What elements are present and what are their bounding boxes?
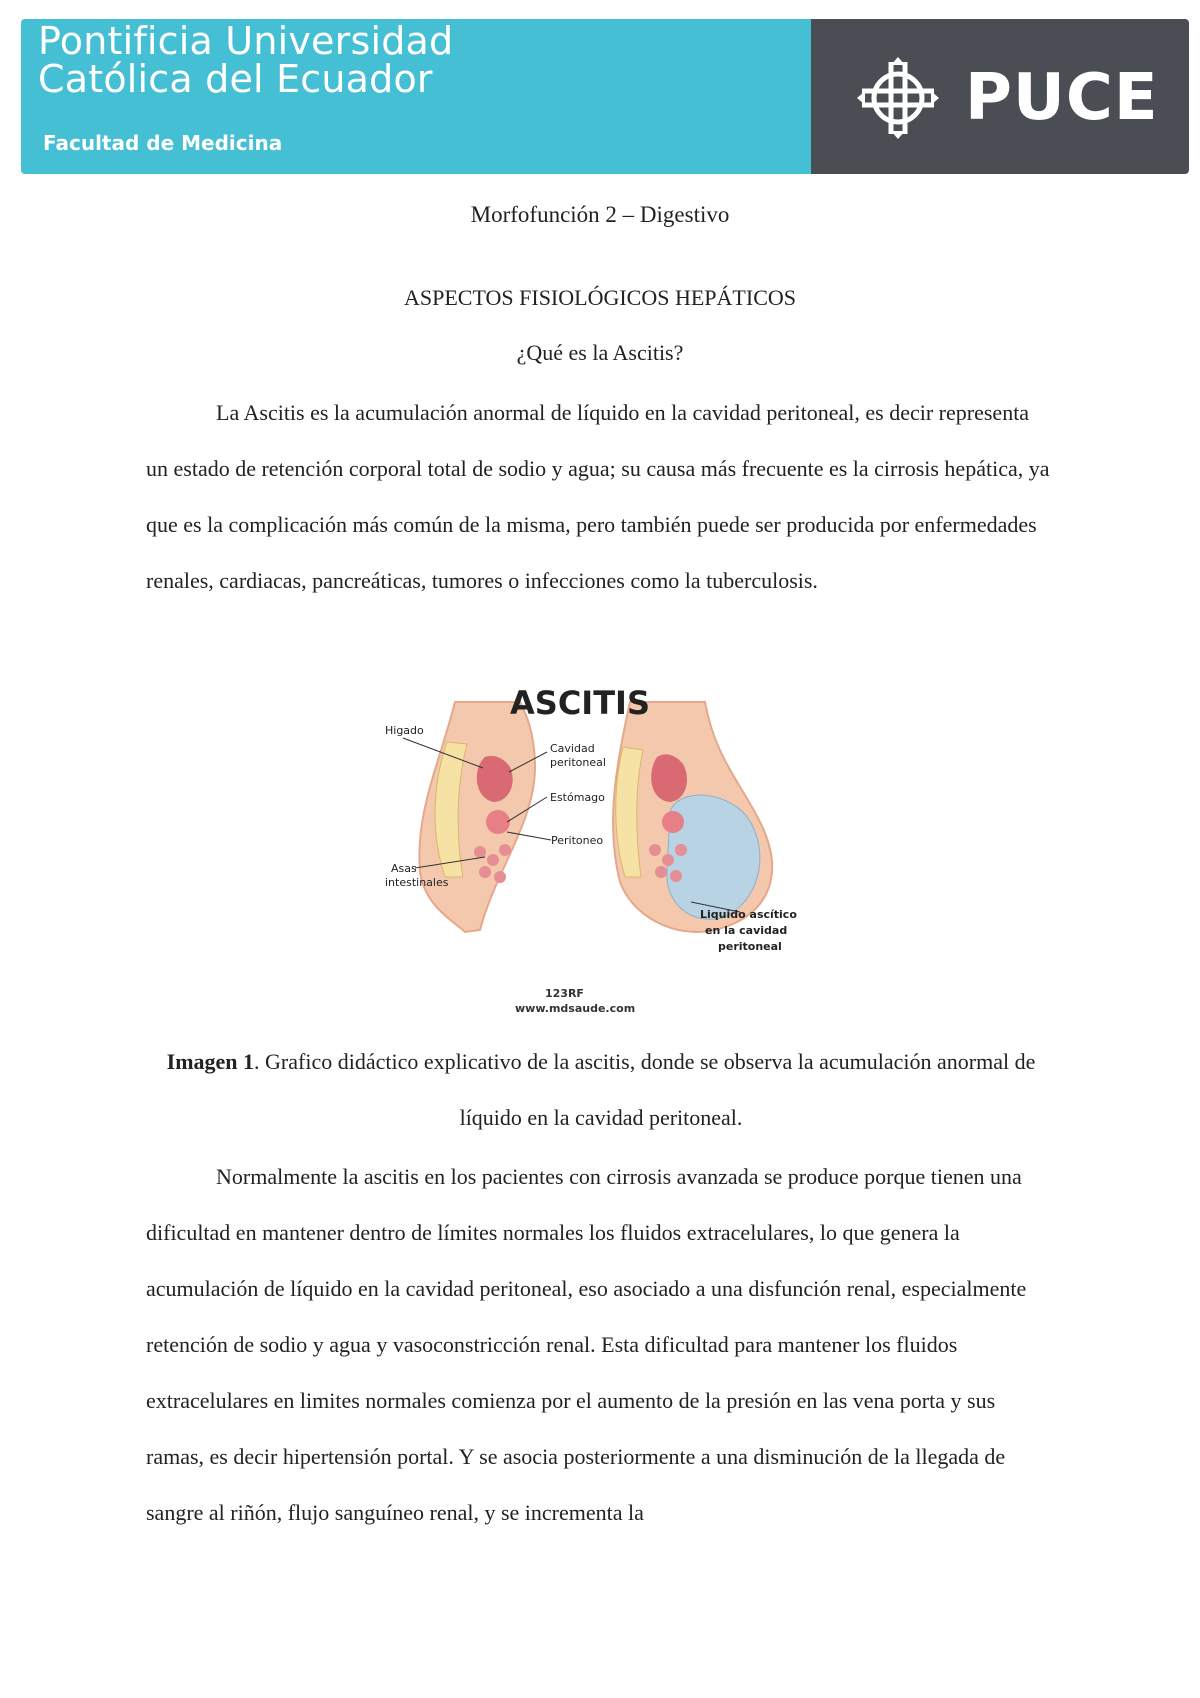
caption-text: . Grafico didáctico explicativo de la ascitis, donde se observa la acumulación anormal de líquido en la cavidad peritoneal.: [254, 1049, 1036, 1130]
university-name-line2: Católica del Ecuador: [38, 57, 433, 101]
label-asas-line2: intestinales: [385, 876, 449, 889]
paragraph-2: Normalmente la ascitis en los pacientes con cirrosis avanzada se produce porque tienen una dificultad en mantener dentro de límites normales los fluidos extracelulares, lo que genera la acumulación de líquido en la cavidad peritoneal, eso asociado a una disfunción renal, especialmente retención de sodio y agua y vasoconstricción renal. Esta dificultad para mantener los fluidos extracelulares en limites normales comienza por el aumento de la presión en las vena porta y sus ramas, es decir hipertensión portal. Y se asocia posteriormente a una disminución de la llegada de sangre al riñón, flujo sanguíneo renal, y se incrementa la: [146, 1164, 1027, 1525]
faculty-name: Facultad de Medicina: [43, 131, 283, 155]
label-liquido-line2: en la cavidad: [705, 924, 788, 937]
course-title: Morfofunción 2 – Digestivo: [470, 202, 730, 227]
label-liquido-line3: peritoneal: [718, 940, 782, 953]
figure-watermark-123rf: 123RF: [545, 987, 584, 1000]
label-asas-line1: Asas: [391, 862, 417, 875]
label-estomago: Estómago: [550, 791, 605, 804]
figure-watermark-url: www.mdsaude.com: [515, 1002, 636, 1015]
figure-caption: [146, 1034, 1056, 1146]
label-cavidad-line1: Cavidad: [550, 742, 595, 755]
question-heading: ¿Qué es la Ascitis?: [516, 340, 684, 365]
ascitis-stomach-shape: [662, 811, 684, 833]
paragraph-1: La Ascitis es la acumulación anormal de líquido en la cavidad peritoneal, es decir representa un estado de retención corporal total de sodio y agua; su causa más frecuente es la cirrosis hepática, ya que es la complicación más común de la misma, pero también puede ser producida por enfermedades renales, cardiacas, pancreáticas, tumores o infecciones como la tuberculosis.: [146, 400, 1050, 593]
university-name: [38, 19, 454, 101]
university-name-line1: Pontificia Universidad: [38, 19, 454, 63]
ascitis-figure: [385, 672, 820, 1017]
label-liquido-line1: Liquido ascítico: [700, 908, 797, 921]
label-cavidad-line2: peritoneal: [550, 756, 606, 769]
label-higado: Higado: [385, 724, 424, 737]
puce-logo-text: PUCE: [965, 61, 1159, 135]
label-peritoneo: Peritoneo: [551, 834, 604, 847]
figure-title: ASCITIS: [510, 684, 650, 722]
section-title: ASPECTOS FISIOLÓGICOS HEPÁTICOS: [404, 285, 796, 310]
caption-label: Imagen 1: [166, 1049, 255, 1074]
normal-stomach-shape: [486, 810, 510, 834]
